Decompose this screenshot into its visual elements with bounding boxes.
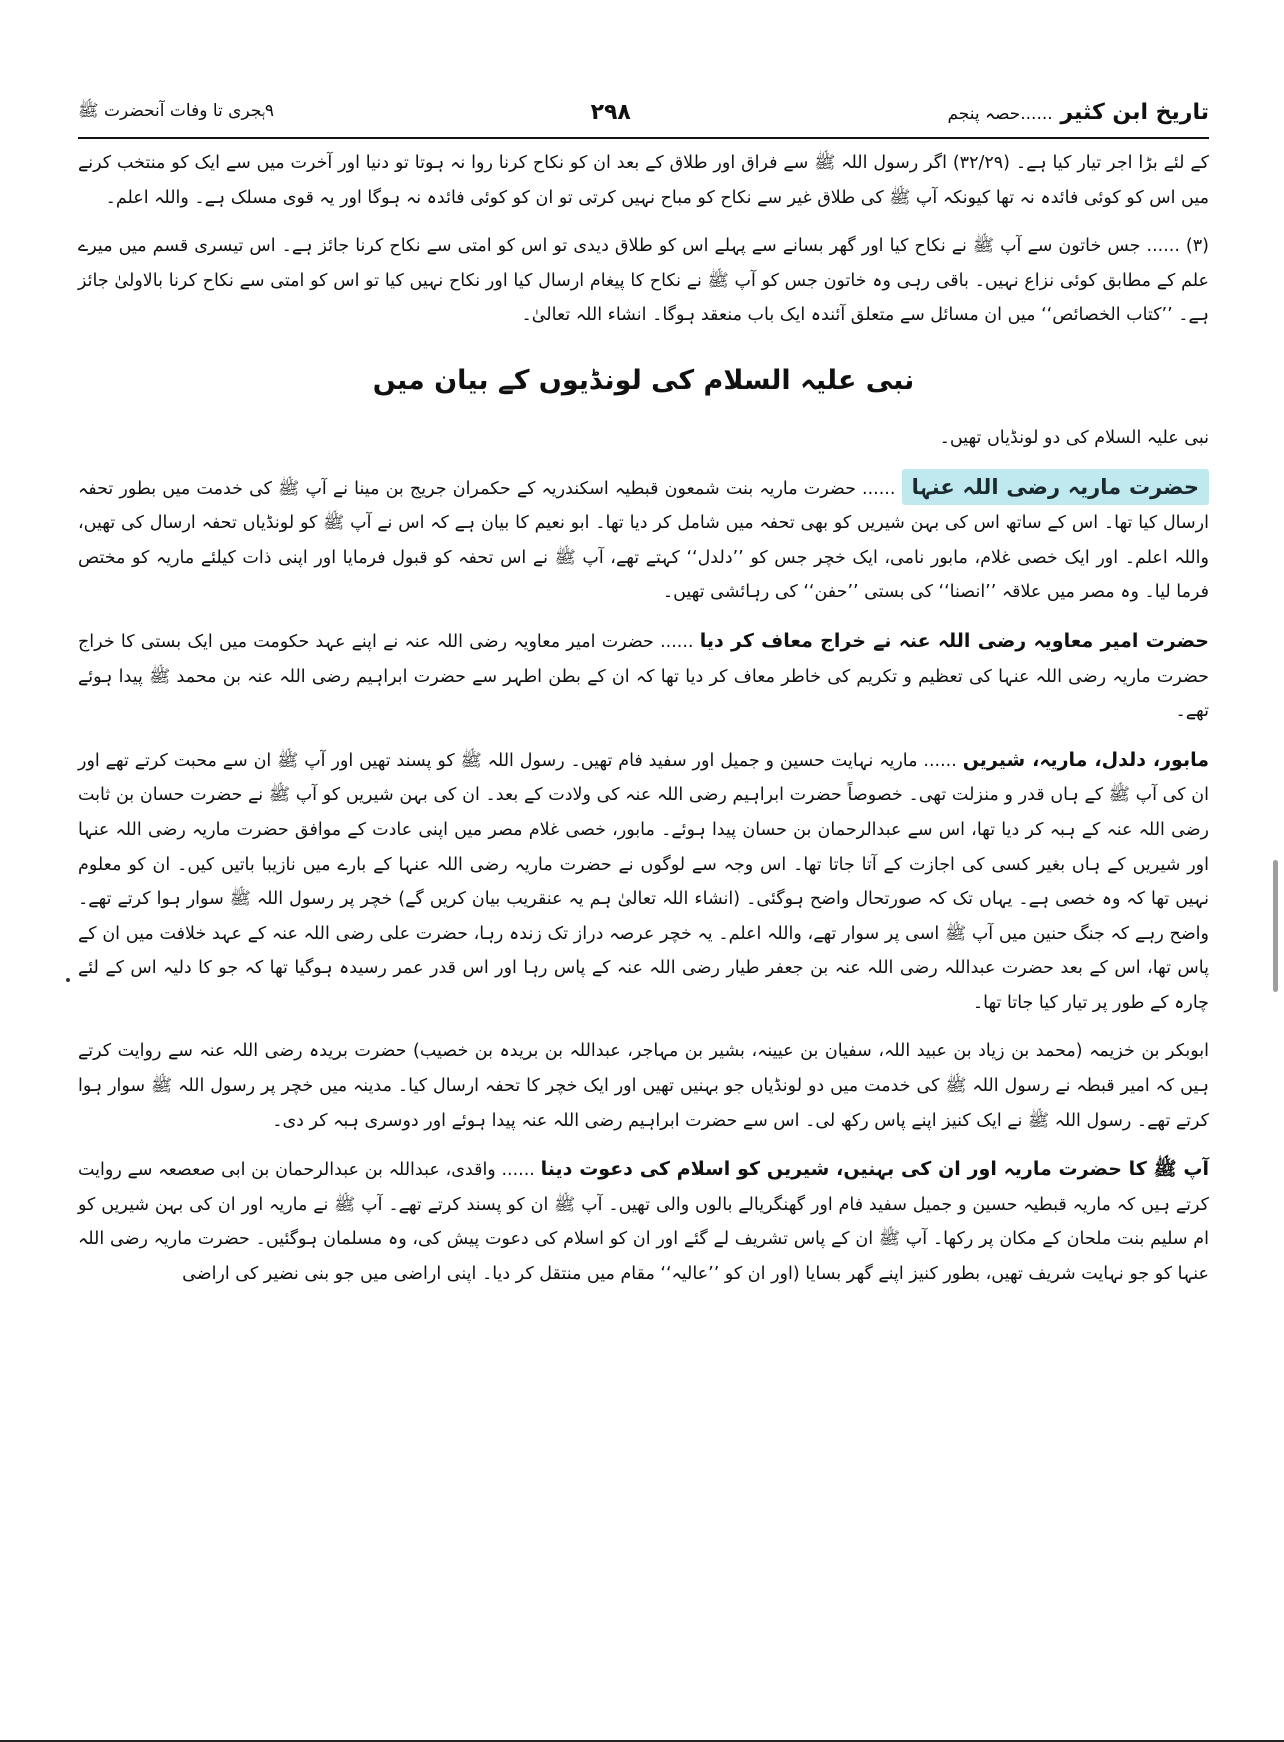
header-rule (78, 137, 1209, 139)
book-title: تاریخ ابن کثیر (1060, 99, 1209, 125)
page-number: ۲۹۸ (590, 99, 631, 125)
section-heading: نبی علیہ السلام کی لونڈیوں کے بیان میں (372, 364, 915, 396)
paragraph-dawat-text: ...... واقدی، عبداللہ بن عبدالرحمان بن ابی صعصعہ سے روایت کرتے ہیں کہ ماریہ قبطیہ حسین و جمیل سفید فام اور گھنگریالے بالوں والی تھیں۔ آپ ﷺ ان کو پسند کرتے تھے۔ آپ ﷺ نے ماریہ اور ان کی بہن شیریں کو ام سلیم بنت ملحان کے مکان پر رکھا۔ آپ ﷺ ان کے پاس تشریف لے گئے اور ان کو اسلام کی دعوت پیش کی، وہ مسلمان ہوگئیں۔ حضرت ماریہ رضی اللہ عنہا کو جو نہایت شریف تھیں، بطور کنیز اپنے گھر بسایا (اور ان کو ’’عالیہ‘‘ مقام میں منتقل کر دیا۔ اپنی اراضی میں جو بنی نضیر کی اراضی (78, 1160, 1209, 1285)
scrollbar-thumb[interactable] (1273, 860, 1278, 992)
lead-muawiya: حضرت امیر معاویہ رضی اللہ عنہ نے خراج معاف کر دیا (699, 629, 1209, 652)
paragraph-mabur-text: ...... ماریہ نہایت حسین و جمیل اور سفید فام تھیں۔ رسول اللہ ﷺ کو پسند تھیں اور آپ ﷺ ان سے محبت کرتے تھے اور ان کی آپ ﷺ کے ہاں قدر و منزلت تھی۔ خصوصاً حضرت ابراہیم رضی اللہ عنہ کی ولادت کے بعد۔ ان کی بہن شیریں کو آپ ﷺ نے حضرت حسان بن ثابت رضی اللہ عنہ کے ہبہ کر دیا تھا، اس سے عبدالرحمان بن حسان پیدا ہوئے۔ مابور، خصی غلام مصر میں اپنی عادت کے موافق حضرت ماریہ رضی اللہ عنہا اور شیریں کے ہاں بغیر کسی کی اجازت کے آتا جاتا تھا۔ اس وجہ سے لوگوں نے حضرت ماریہ رضی اللہ عنہا کے بارے میں نازیبا باتیں کیں۔ ان کو معلوم نہیں تھا کہ وہ خصی ہے۔ یہاں تک کہ صورتحال واضح ہوگئی۔ (انشاء اللہ تعالیٰ ہم یہ عنقریب بیان کریں گے) خچر پر رسول اللہ ﷺ سوار ہوا کرتے تھے۔ واضح رہے کہ جنگ حنین میں آپ ﷺ اسی پر سوار تھے، واللہ اعلم۔ یہ خچر عرصہ دراز تک زندہ رہا، حضرت علی رضی اللہ عنہ کے عہد خلافت میں ان کے پاس تھا، اس کے بعد حضرت عبداللہ رضی اللہ عنہ بن جعفر طیار رضی اللہ عنہ کے پاس رہا اور اس قدر عمر رسیدہ ہوگیا تھا کہ جو کا دلیہ اس کے لئے چارہ کے طور پر تیار کیا جاتا تھا۔ (78, 750, 1209, 1013)
header-book-title (947, 100, 1209, 125)
paragraph-mabur (78, 743, 1209, 1021)
paragraph-mariya-text: ...... حضرت ماریہ بنت شمعون قبطیہ اسکندریہ کے حکمران جریج بن مینا نے آپ ﷺ کی خدمت میں بطور تحفہ ارسال کیا تھا۔ اس کے ساتھ اس کی بہن شیریں کو بھی تحفہ میں شامل کر دیا تھا۔ ابو نعیم کا بیان ہے کہ اس نے آپ ﷺ کو لونڈیاں تحفہ ارسال کی تھیں، واللہ اعلم۔ اور ایک خصی غلام، مابور نامی، ایک خچر جس کو ’’دلدل‘‘ کہتے تھے، آپ ﷺ نے اس تحفہ کو قبول فرمایا اور اپنی ذات کیلئے ماریہ کو مختص فرما لیا۔ وہ مصر میں علاقہ ’’انصنا‘‘ کی بستی ’’حفن‘‘ کی رہائشی تھیں۔ (78, 478, 1209, 603)
intro-line: نبی علیہ السلام کی دو لونڈیاں تھیں۔ (939, 427, 1209, 448)
lead-mabur: مابور، دلدل، ماریہ، شیریں (962, 748, 1209, 771)
scan-speck (66, 978, 70, 982)
book-part: ......حصہ پنجم (947, 103, 1053, 124)
paragraph-intro-2: (۳) ...... جس خاتون سے آپ ﷺ نے نکاح کیا اور گھر بسانے سے پہلے اس کو طلاق دیدی تو اس کو امتی سے نکاح کرنا جائز ہے۔ اس تیسری قسم میں میرے علم کے مطابق کوئی نزاع نہیں۔ باقی رہی وہ خاتون جس کو آپ ﷺ نے نکاح کا پیغام ارسال کیا اور نکاح نہیں کیا تو اس کو امتی سے نکاح کرنا بالاولیٰ جائز ہے۔ ’’کتاب الخصائص‘‘ میں ان مسائل سے متعلق آئندہ ایک باب منعقد ہوگا۔ انشاء اللہ تعالیٰ۔ (78, 236, 1209, 326)
highlighted-lead-mariya[interactable]: حضرت ماریہ رضی اللہ عنہا (902, 469, 1209, 505)
paragraph-abubakr: ابوبکر بن خزیمہ (محمد بن زیاد بن عبید اللہ، سفیان بن عیینہ، بشیر بن مہاجر، عبداللہ بن بریدہ بن خصیب) حضرت بریدہ رضی اللہ عنہ سے روایت کرتے ہیں کہ امیر قبطہ نے رسول اللہ ﷺ کی خدمت میں دو لونڈیاں جو بہنیں تھیں اور ایک خچر کا تحفہ ارسال کیا۔ مدینہ میں خچر پر رسول اللہ ﷺ سوار ہوا کرتے تھے۔ رسول اللہ ﷺ نے ایک کنیز اپنے پاس رکھ لی۔ اس سے حضرت ابراہیم رضی اللہ عنہ پیدا ہوئے اور دوسری ہبہ کر دی۔ (78, 1041, 1209, 1131)
paragraph-muawiya-text: ...... حضرت امیر معاویہ رضی اللہ عنہ نے اپنے عہد حکومت میں ایک بستی کا خراج حضرت ماریہ رضی اللہ عنہا کی تعظیم و تکریم کی خاطر معاف کر دیا تھا کہ ان کے بطن اطہر سے حضرت ابراہیم رضی اللہ عنہ بن محمد ﷺ پیدا ہوئے تھے۔ (78, 631, 1209, 722)
section-title: ۹ہجری تا وفات آنحضرت ﷺ (78, 100, 274, 121)
paragraph-dawat (78, 1152, 1209, 1291)
lead-dawat: آپ ﷺ کا حضرت ماریہ اور ان کی بہنیں، شیریں کو اسلام کی دعوت دینا (540, 1158, 1209, 1181)
paragraph-mariya (78, 470, 1209, 610)
paragraph-intro-1: کے لئے بڑا اجر تیار کیا ہے۔ (۳۲/۲۹) اگر رسول اللہ ﷺ سے فراق اور طلاق کے بعد ان کو نکاح کرنا روا نہ ہوتا تو دنیا اور آخرت میں سے ایک کو منتخب کرنے میں اس کو کوئی فائدہ نہ تھا کیونکہ آپ ﷺ کی طلاق غیر سے نکاح کو مباح نہیں کرتی تو ان کو کوئی فائدہ نہ ہوگا اور یہ قوی مسلک ہے۔ واللہ اعلم۔ (78, 153, 1209, 208)
page-body (78, 146, 1209, 1306)
running-header (78, 90, 1209, 134)
paragraph-muawiya (78, 624, 1209, 729)
